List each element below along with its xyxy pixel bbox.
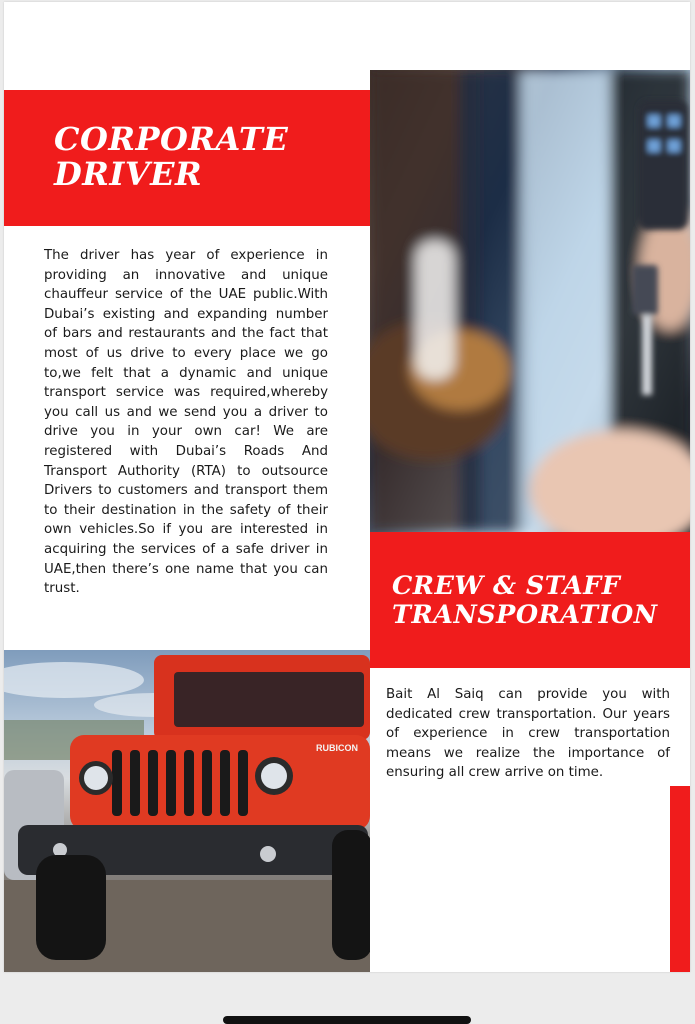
crew-staff-body: Bait Al Saiq can provide you with dedicated crew transportation. Our years of experience in crew transportation means we realize the importance of ensuring all crew arrive on time. [386, 687, 670, 781]
car-key-handover-photo [370, 70, 690, 532]
accent-stripe [670, 786, 690, 972]
corporate-title-line1: CORPORATE [54, 120, 289, 158]
red-jeep-photo [4, 650, 370, 972]
crew-title-line1: CREW & STAFF [392, 571, 621, 601]
corporate-title-line2: DRIVER [54, 155, 203, 193]
crew-staff-title [392, 572, 658, 630]
corporate-driver-title [54, 122, 288, 192]
crew-title-line2: TRANSPORATION [392, 600, 658, 630]
jeep-badge: RUBICON [316, 743, 358, 753]
jeep-shapes [4, 650, 370, 972]
crew-staff-banner [370, 532, 690, 668]
brochure-page [4, 2, 690, 972]
corporate-driver-body: The driver has year of experience in providing an innovative and unique chauffeur service of the UAE public.With Dubai’s existing and expanding number of bars and restaurants and the fact that most of us drive to every place we go to,we felt that a dynamic and unique transport service was required,whereby you call us and we send you a driver to drive you in your own car! We are registered with Dubai’s Roads And Transport Authority (RTA) to outsource Drivers to customers and transport them to their destination in the safety of their own vehicles.So if you are interested in acquiring the services of a safe driver in UAE,then there’s one name that you can trust. [44, 248, 328, 597]
home-indicator[interactable] [223, 1016, 471, 1024]
photo-shapes [370, 70, 690, 532]
corporate-driver-banner [4, 90, 370, 226]
